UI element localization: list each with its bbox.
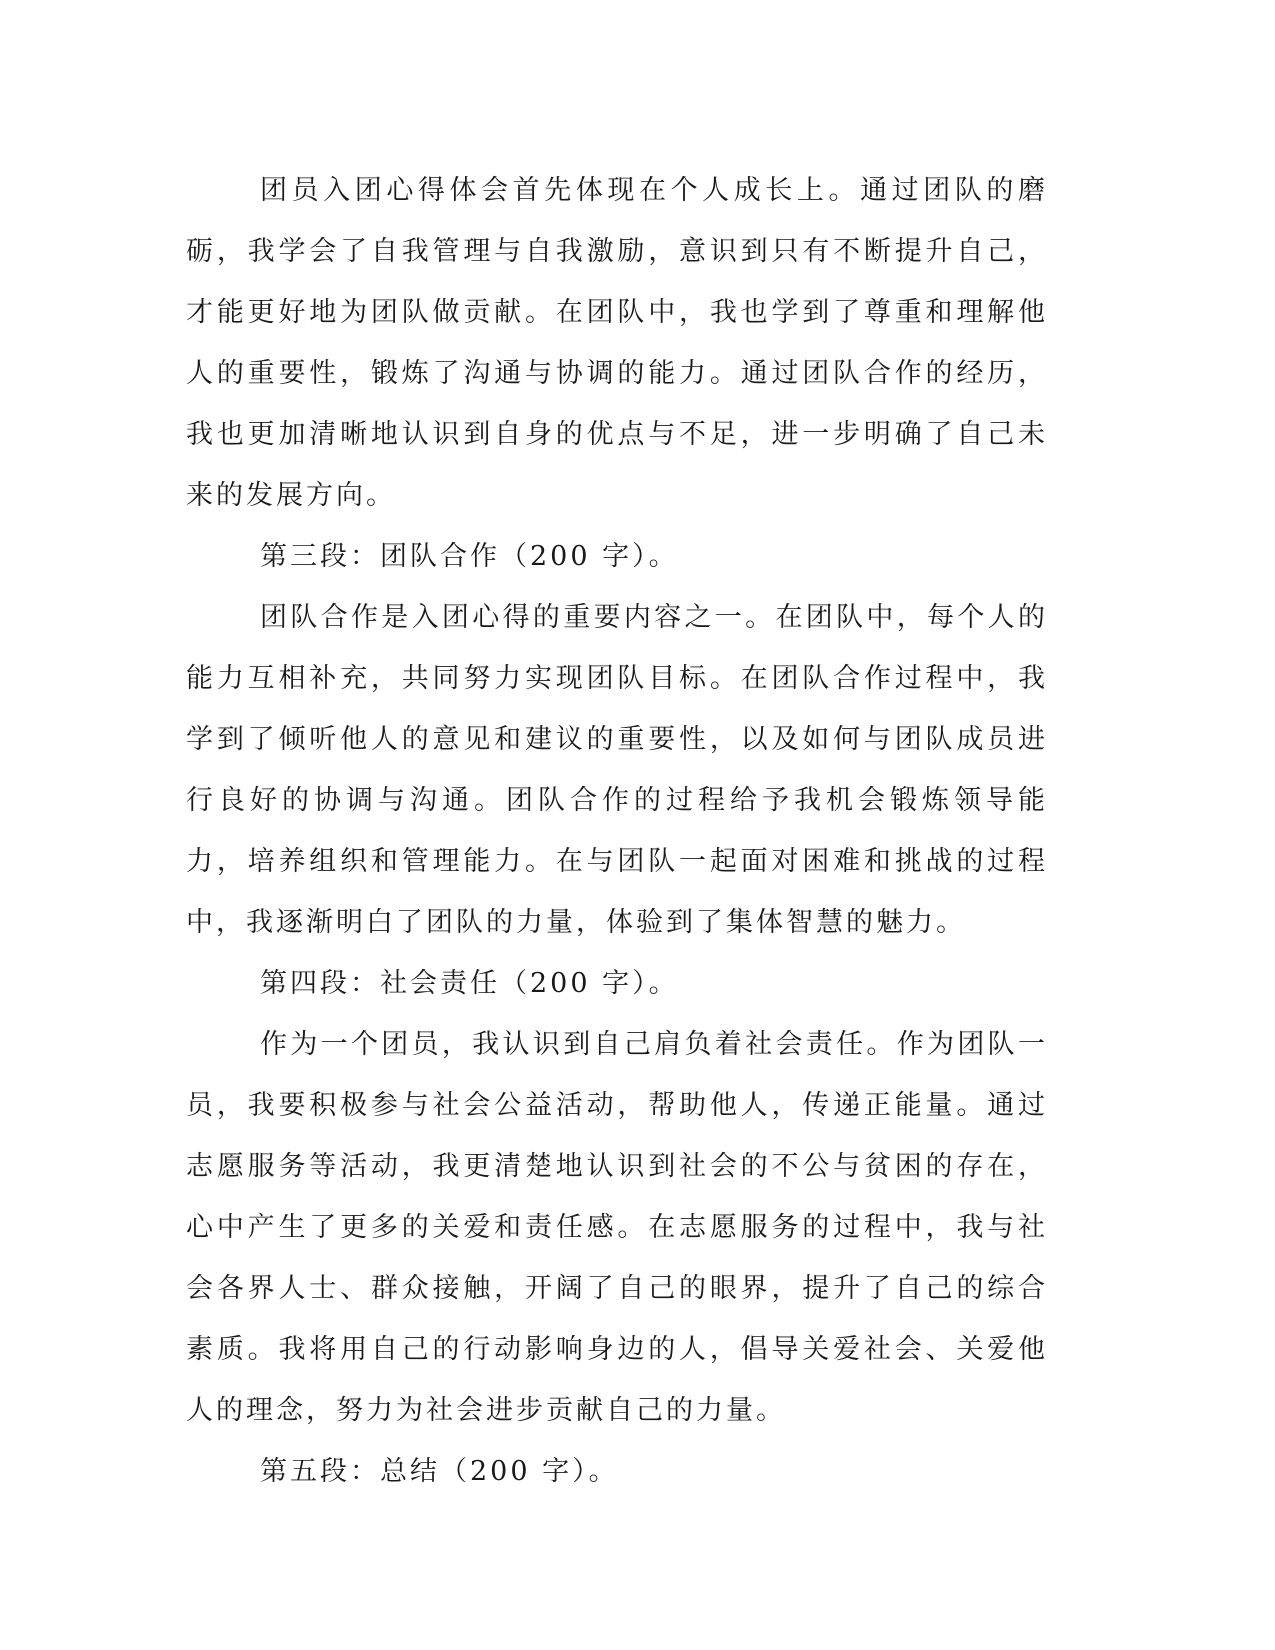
section-heading-summary: 第五段：总结（200 字）。 [260,1456,619,1487]
paragraph-teamwork: 团队合作是入团心得的重要内容之一。在团队中，每个人的能力互相补充，共同努力实现团队目标。在团队合作过程中，我学到了倾听他人的意见和建议的重要性，以及如何与团队成员进行良好的协调与沟通。团队合作的过程给予我机会锻炼领导能力，培养组织和管理能力。在与团队一起面对困难和挑战的过程中，我逐渐明白了团队的力量，体验到了集体智慧的魅力。 [186,602,1048,938]
section-heading-social-responsibility: 第四段：社会责任（200 字）。 [260,968,679,999]
paragraph-social-responsibility: 作为一个团员，我认识到自己肩负着社会责任。作为团队一员，我要积极参与社会公益活动，帮助他人，传递正能量。通过志愿服务等活动，我更清楚地认识到社会的不公与贫困的存在，心中产生了更多的关爱和责任感。在志愿服务的过程中，我与社会各界人士、群众接触，开阔了自己的眼界，提升了自己的综合素质。我将用自己的行动影响身边的人，倡导关爱社会、关爱他人的理念，努力为社会进步贡献自己的力量。 [186,1029,1048,1426]
paragraph-personal-growth: 团员入团心得体会首先体现在个人成长上。通过团队的磨砺，我学会了自我管理与自我激励，意识到只有不断提升自己，才能更好地为团队做贡献。在团队中，我也学到了尊重和理解他人的重要性，锻炼了沟通与协调的能力。通过团队合作的经历，我也更加清晰地认识到自身的优点与不足，进一步明确了自己未来的发展方向。 [186,175,1048,511]
section-heading-teamwork: 第三段：团队合作（200 字）。 [260,541,679,572]
document-body [186,160,1048,1502]
